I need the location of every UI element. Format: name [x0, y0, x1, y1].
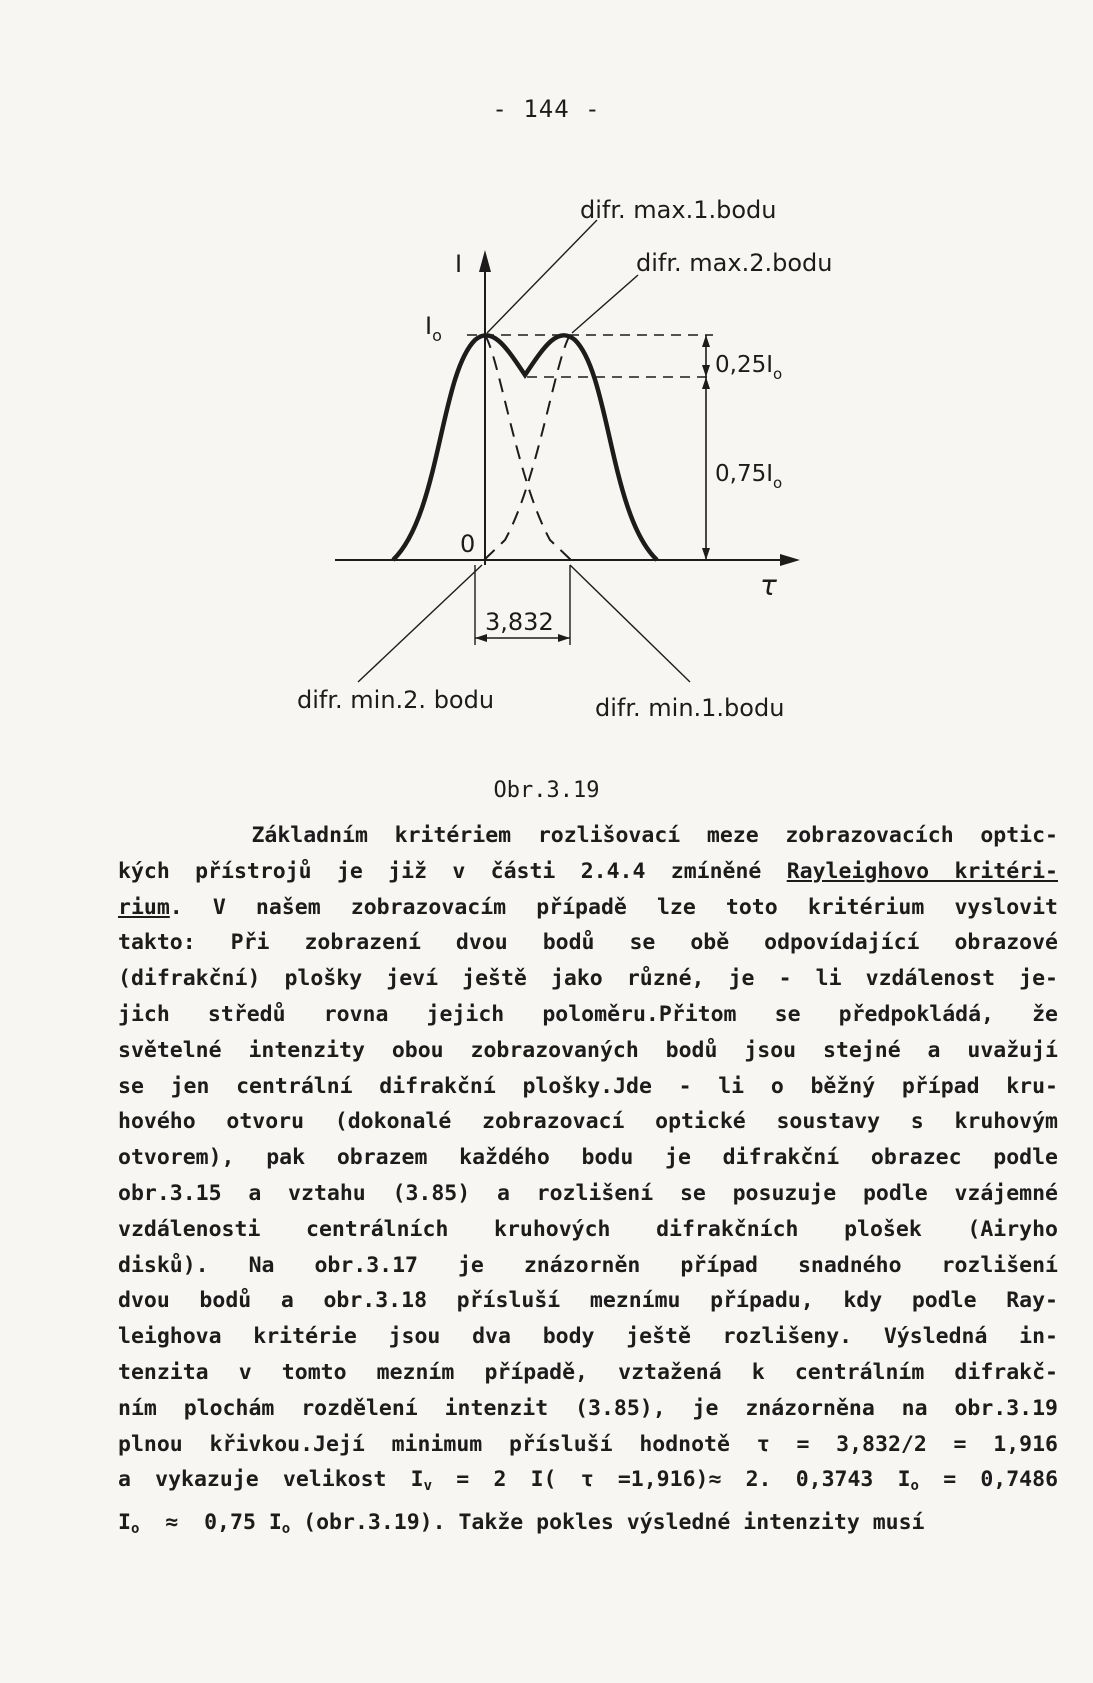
text-run: ním plochám rozdělení intenzit (3.85), je znázorněna na obr.3.19	[118, 1395, 1058, 1421]
label-dif-min-2: difr. min.2. bodu	[297, 686, 495, 714]
text-run: disků). Na obr.3.17 je znázorněn případ snadného rozlišení	[118, 1252, 1058, 1278]
text-line	[118, 1176, 1058, 1212]
text-run: plnou křivkou.Její minimum přísluší hodnotě τ = 3,832/2 = 1,916	[118, 1431, 1058, 1457]
text-run: Rayleighovo kritéri-	[786, 858, 1058, 884]
text-line	[118, 1319, 1058, 1355]
label-dif-min-1: difr. min.1.bodu	[595, 694, 785, 722]
text-run: leighova kritérie jsou dva body ještě rozlišeny. Výsledná in-	[118, 1324, 1058, 1350]
label-axis-i: I	[455, 250, 463, 278]
text-line	[118, 1355, 1058, 1391]
text-line	[118, 1033, 1058, 1069]
leader-max-1	[487, 220, 597, 333]
tau-axis-arrow	[780, 554, 800, 566]
text-line	[118, 997, 1058, 1033]
text-run: vzdálenosti centrálních kruhových difrakčních plošek (Airyho	[118, 1216, 1058, 1242]
text-line	[118, 1104, 1058, 1140]
text-line	[118, 961, 1058, 997]
label-dif-max-2: difr. max.2.bodu	[636, 249, 833, 277]
intensity-axis-arrow	[479, 250, 491, 272]
text-run: (obr.3.19). Takže pokles výsledné intenzity musí	[290, 1510, 925, 1536]
text-run: takto: Při zobrazení dvou bodů se obě odpovídající obrazové	[118, 930, 1058, 956]
text-run: hového otvoru (dokonalé zobrazovací optické soustavy s kruhovým	[118, 1109, 1058, 1135]
resulting-intensity-curve	[393, 335, 657, 560]
text-run: (difrakční) plošky jeví ještě jako různé, je - li vzdálenost je-	[118, 966, 1058, 992]
text-run: a vykazuje velikost I	[118, 1467, 424, 1493]
text-line	[118, 890, 1058, 926]
text-run: obr.3.15 a vztahu (3.85) a rozlišení se posuzuje podle vzájemné	[118, 1180, 1058, 1206]
label-distance: 3,832	[485, 608, 554, 636]
text-run: tenzita v tomto mezním případě, vztažená k centrálním difrakč-	[118, 1359, 1058, 1385]
body-paragraph	[118, 818, 1058, 1548]
text-line	[118, 1427, 1058, 1463]
text-line	[118, 1069, 1058, 1105]
page-number: - 144 -	[492, 95, 601, 123]
figure-caption: Obr.3.19	[493, 778, 600, 803]
text-line	[118, 1505, 1058, 1548]
leader-min-2	[358, 565, 482, 682]
label-dif-max-1: difr. max.1.bodu	[580, 196, 777, 224]
subscript: o	[910, 1478, 919, 1495]
drop-dimension-arrow-bottom	[702, 365, 710, 377]
text-line	[118, 1140, 1058, 1176]
subscript: v	[423, 1478, 433, 1495]
text-run: světelné intenzity obou zobrazovaných bodů jsou stejné a uvažují	[118, 1037, 1058, 1063]
text-run: rium	[118, 894, 170, 920]
label-origin: 0	[460, 530, 476, 558]
text-run: ≈ 0,75 I	[139, 1510, 282, 1536]
label-tau: τ	[760, 569, 777, 602]
leader-min-1	[570, 565, 690, 682]
text-run: = 2 I( τ =1,916)≈ 2. 0,3743 I	[432, 1467, 911, 1493]
subscript: o	[130, 1521, 140, 1538]
text-run: dvou bodů a obr.3.18 přísluší meznímu případu, kdy podle Ray-	[118, 1288, 1058, 1314]
figure-3-19	[0, 0, 1093, 760]
text-run: . V našem zobrazovacím případě lze toto kritérium vyslovit	[169, 894, 1058, 920]
text-line	[118, 925, 1058, 961]
height-dimension-arrow-bottom	[702, 548, 710, 560]
text-run: kých přístrojů je již v části 2.4.4 zmíněné	[118, 858, 787, 884]
label-i0: $I_o$	[425, 312, 442, 345]
label-drop: $0,25I_o$	[715, 352, 783, 383]
distance-arrow-right	[558, 634, 570, 642]
text-line	[118, 818, 1058, 854]
text-line	[118, 1391, 1058, 1427]
leader-max-2	[572, 275, 638, 333]
text-run: Základním kritériem rozlišovací meze zobrazovacích optic-	[118, 823, 1058, 848]
text-line	[118, 1462, 1058, 1505]
text-line	[118, 1212, 1058, 1248]
text-run: = 0,7486	[918, 1467, 1059, 1493]
text-line	[118, 1248, 1058, 1284]
text-run: jich středů rovna jejich poloměru.Přitom se předpokládá, že	[118, 1001, 1058, 1027]
text-run: otvorem), pak obrazem každého bodu je difrakční obrazec podle	[118, 1145, 1058, 1171]
text-run: I	[118, 1510, 131, 1536]
label-height: $0,75I_o$	[715, 461, 783, 492]
subscript: o	[281, 1521, 291, 1538]
text-run: se jen centrální difrakční plošky.Jde - li o běžný případ kru-	[118, 1073, 1058, 1099]
text-line	[118, 854, 1058, 890]
text-line	[118, 1283, 1058, 1319]
drop-dimension-arrow-top	[702, 335, 710, 347]
height-dimension-arrow-top	[702, 377, 710, 389]
